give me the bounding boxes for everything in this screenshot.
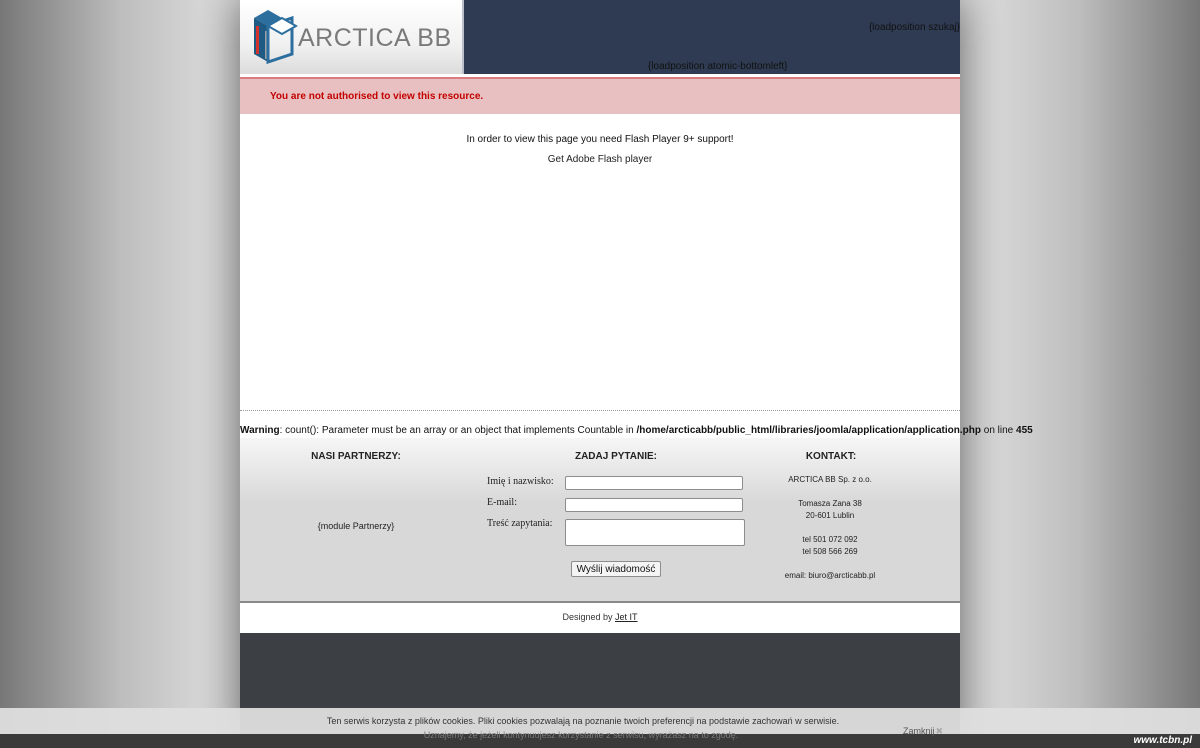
jet-it-link[interactable]: Jet IT	[615, 612, 638, 622]
question-textarea[interactable]	[565, 519, 745, 546]
warning-label: Warning	[240, 425, 280, 436]
watermark: www.tcbn.pl	[1133, 735, 1192, 746]
flash-required-message: In order to view this page you need Flash Player 9+ support!	[466, 134, 734, 145]
email-label: E-mail:	[487, 497, 517, 508]
page-container	[240, 0, 1033, 748]
partners-title: NASI PARTNERZY:	[311, 451, 401, 462]
site-header	[240, 0, 960, 74]
warning-on-line: on line	[980, 425, 1017, 436]
get-flash-link[interactable]: Get Adobe Flash player	[547, 154, 653, 165]
cookie-notice-line-2: Uznajemy, że jeżeli kontynuujesz korzystanie z serwisu, wyrażasz na to zgodę.	[423, 730, 739, 740]
cookie-close-label: Zamknij	[903, 726, 935, 736]
contact-street: Tomasza Zana 38	[798, 499, 862, 508]
email-input[interactable]	[565, 498, 743, 512]
site-footer	[240, 438, 960, 603]
contact-title: KONTAKT:	[805, 451, 857, 462]
name-label: Imię i nazwisko:	[487, 476, 554, 487]
send-message-button[interactable]: Wyślij wiadomość	[571, 561, 661, 577]
contact-email[interactable]: email: biuro@arcticabb.pl	[784, 571, 876, 580]
contact-tel-2: tel 508 566 269	[802, 547, 858, 556]
error-message: You are not authorised to view this resource.	[270, 91, 484, 102]
cookie-close-button[interactable]	[903, 726, 943, 737]
loadposition-bottomleft: {loadposition atomic-bottomleft}	[648, 61, 788, 72]
logo-text: ARCTICA BB	[298, 24, 452, 52]
warning-line-number: 455	[1016, 425, 1033, 436]
logo[interactable]	[240, 0, 464, 74]
error-message-bar	[240, 77, 960, 116]
cookie-notice-line-1: Ten serwis korzysta z plików cookies. Pliki cookies pozwalają na poznanie twoich preferencji na podstawie zachowań w serwisie.	[326, 716, 840, 726]
contact-company: ARCTICA BB Sp. z o.o.	[788, 475, 872, 484]
name-input[interactable]	[565, 476, 743, 490]
loadposition-search: {loadposition szukaj}	[868, 22, 960, 33]
logo-cube-icon	[252, 10, 298, 64]
ask-question-title: ZADAJ PYTANIE:	[574, 451, 658, 462]
partners-module: {module Partnerzy}	[317, 521, 395, 531]
designed-by-prefix: Designed by	[562, 612, 616, 622]
warning-text: : count(): Parameter must be an array or an object that implements Countable in	[279, 425, 637, 436]
php-warning	[240, 425, 1033, 436]
designed-by-bar	[240, 603, 960, 633]
question-label: Treść zapytania:	[487, 518, 553, 529]
contact-city: 20-601 Lublin	[805, 511, 855, 520]
contact-tel-1: tel 501 072 092	[802, 535, 858, 544]
main-content	[240, 114, 960, 411]
warning-path: /home/arcticabb/public_html/libraries/joomla/application/application.php	[636, 425, 981, 436]
designed-by	[240, 612, 960, 622]
php-warning-area	[240, 411, 1033, 438]
close-icon: ✖	[935, 726, 944, 736]
